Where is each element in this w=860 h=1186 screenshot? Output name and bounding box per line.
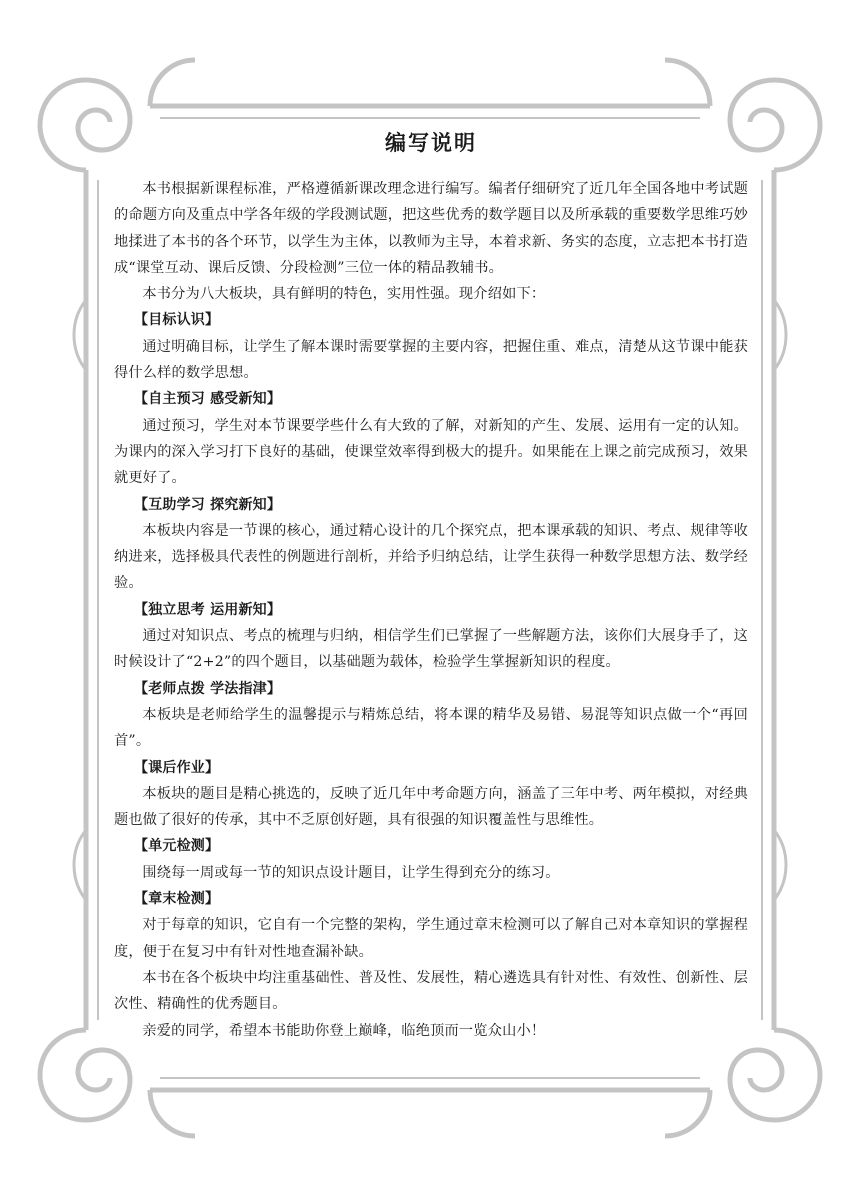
section-heading: 【单元检测】 [134,838,220,855]
section-heading: 【老师点拨 学法指津】 [134,680,282,697]
section-heading: 【章末检测】 [134,891,220,908]
section-heading: 【独立思考 运用新知】 [134,601,282,618]
section-heading: 【课后作业】 [134,759,220,776]
section-paragraph: 围绕每一周或每一节的知识点设计题目，让学生得到充分的练习。 [142,864,560,881]
closing-paragraph: 亲爱的同学，希望本书能助你登上巅峰，临绝顶而一览众山小！ [142,1022,546,1039]
section-paragraph: 通过预习，学生对本节课要学些什么有大致的了解，对新知的产生、发展、运用有一定的认知。为课内的深入学习打下良好的基础，使课堂效率得到极大的提升。如果能在上课之前完成预习，效果就更好了。 [114,417,748,487]
section-paragraph: 本板块是老师给学生的温馨提示与精炼总结，将本课的精华及易错、易混等知识点做一个“再回首”。 [114,706,748,750]
section-heading: 【互助学习 探究新知】 [134,496,282,513]
section-paragraph: 本板块内容是一节课的核心，通过精心设计的几个探究点，把本课承载的知识、考点、规律等收纳进来，选择极具代表性的例题进行剖析，并给予归纳总结，让学生获得一种数学思想方法、数学经验。 [114,522,748,592]
page-title: 编写说明 [385,131,477,155]
section-paragraph: 对于每章的知识，它自有一个完整的架构，学生通过章末检测可以了解自己对本章知识的掌握程度，便于在复习中有针对性地查漏补缺。 [114,917,748,960]
section-paragraph: 本板块的题目是精心挑选的，反映了近几年中考命题方向，涵盖了三年中考、两年模拟，对经典题也做了很好的传承，其中不乏原创好题，具有很强的知识覆盖性与思维性。 [114,785,748,829]
intro-paragraph: 本书根据新课程标准，严格遵循新课改理念进行编写。编者仔细研究了近几年全国各地中考试题的命题方向及重点中学各年级的学段测试题，把这些优秀的数学题目以及所承载的重要数学思维巧妙地揉进了本书的各个环节，以学生为主体，以教师为主导，本着求新、务实的态度，立志把本书打造成“课堂互动、课后反馈、分段检测”三位一体的精品教辅书。 [114,181,748,276]
section-heading: 【目标认识】 [134,312,220,329]
intro-paragraph: 本书分为八大板块，具有鲜明的特色，实用性强。现介绍如下： [142,286,546,303]
closing-paragraph: 本书在各个板块中均注重基础性、普及性、发展性，精心遴选具有针对性、有效性、创新性、层次性、精确性的优秀题目。 [114,969,748,1013]
section-paragraph: 通过明确目标，让学生了解本课时需要掌握的主要内容，把握住重、难点，清楚从这节课中能获得什么样的数学思想。 [114,338,748,382]
section-paragraph: 通过对知识点、考点的梳理与归纳，相信学生们已掌握了一些解题方法，该你们大展身手了，这时候设计了“2+2”的四个题目，以基础题为载体，检验学生掌握新知识的程度。 [114,628,748,671]
section-heading: 【自主预习 感受新知】 [134,391,282,408]
document-body [114,126,748,1044]
